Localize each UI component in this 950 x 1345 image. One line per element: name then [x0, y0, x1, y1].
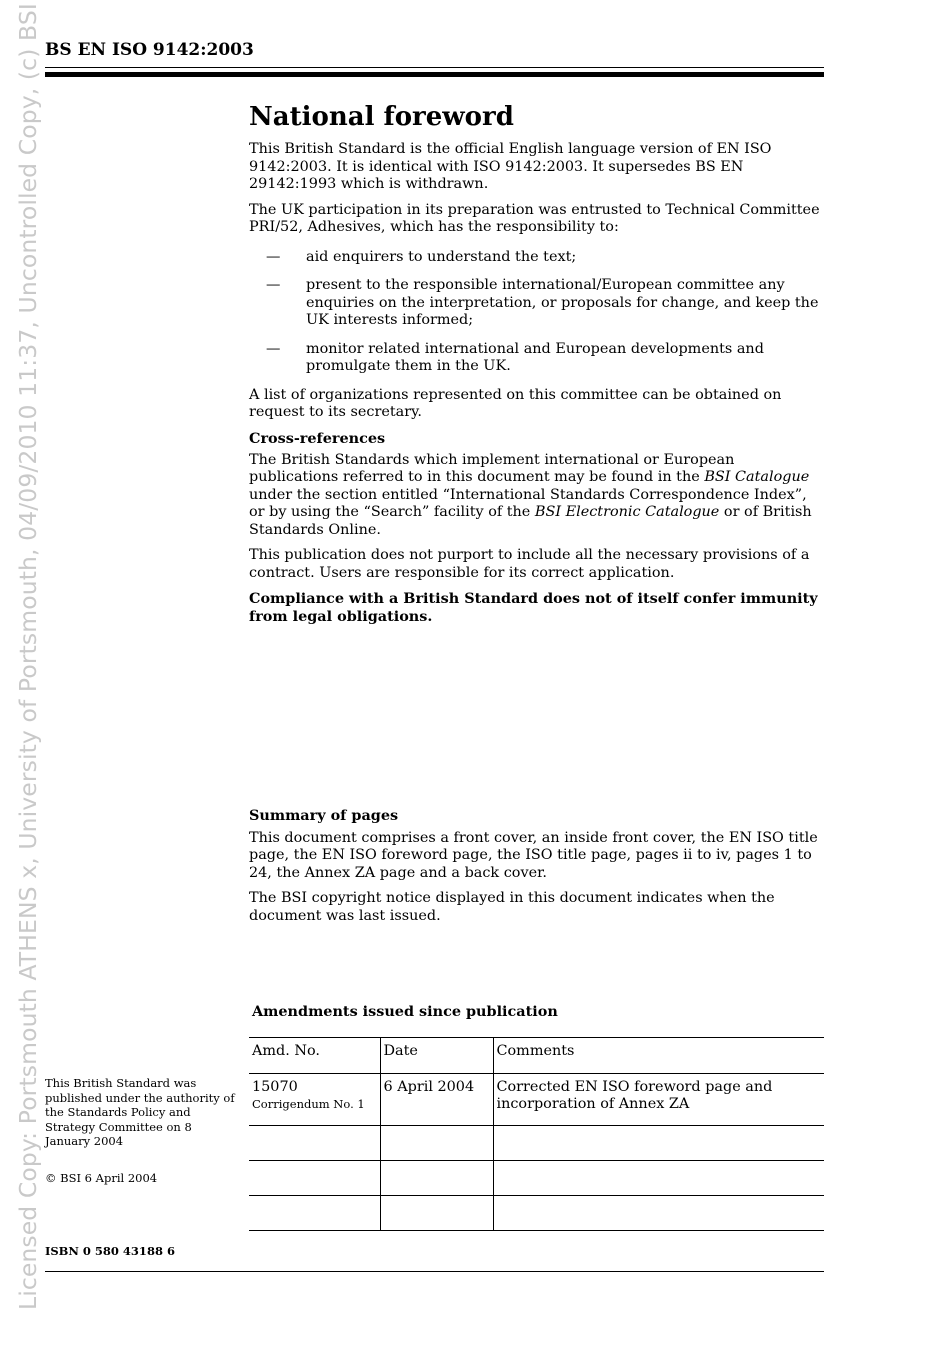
column-header-amd-no: Amd. No.	[252, 1043, 320, 1059]
contract-note: This publication does not purport to include all the necessary provisions of a contract. Users are responsible for its correct application.	[249, 547, 810, 581]
dash-bullet: —	[266, 277, 281, 293]
license-watermark: Licensed Copy: Portsmouth ATHENS x, University of Portsmouth, 04/09/2010 11:37, Uncontrolled Copy, (c) BSI	[14, 3, 42, 1310]
responsibility-list	[249, 249, 825, 376]
page-title: National foreword	[249, 102, 514, 132]
table-row	[249, 1126, 824, 1161]
summary-pages-paragraph: This document comprises a front cover, an inside front cover, the EN ISO title page, the EN ISO foreword page, the ISO title page, pages ii to iv, pages 1 to 24, the Annex ZA page and a back cover.	[249, 829, 818, 881]
table-row	[249, 1074, 824, 1126]
date-cell: 6 April 2004	[380, 1074, 493, 1126]
list-item: — present to the responsible international/European committee any enquiries on the interpretation, or proposals for change, and keep the UK interests informed;	[266, 277, 819, 328]
summary-of-pages	[249, 807, 825, 933]
dash-bullet: —	[266, 340, 281, 357]
list-item: — aid enquirers to understand the text;	[266, 248, 577, 265]
compliance-statement: Compliance with a British Standard does not of itself confer immunity from legal obligations.	[249, 590, 818, 625]
header-rule-thin	[45, 67, 824, 68]
crossref-heading: Cross-references	[249, 429, 386, 447]
column-header-comments: Comments	[493, 1038, 824, 1074]
bsi-electronic-catalogue-title: BSI Electronic Catalogue	[534, 504, 720, 520]
corrigendum-label: Corrigendum No. 1	[252, 1097, 365, 1111]
amendments-table	[249, 1037, 824, 1231]
table-row	[249, 1161, 824, 1196]
list-item: — monitor related international and European developments and promulgate them in the UK.	[266, 340, 764, 374]
amd-no-cell: 15070 Corrigendum No. 1	[249, 1074, 380, 1126]
standard-number: BS EN ISO 9142:2003	[45, 40, 254, 60]
crossref-paragraph: The British Standards which implement international or European publications referred to in this document may be found in the BSI Catalogue under the section entitled “International Standards Correspondence Index”, or by using the “Search” facility of the BSI Electronic Catalogue or of British Standards Online.	[249, 451, 812, 538]
table-header-row	[249, 1038, 824, 1074]
copyright-line: © BSI 6 April 2004	[45, 1170, 158, 1185]
footer-rule	[45, 1271, 824, 1272]
publication-note	[45, 1076, 235, 1207]
table-row	[249, 1196, 824, 1231]
dash-bullet: —	[266, 248, 281, 265]
column-header-date: Date	[380, 1038, 493, 1074]
bsi-catalogue-title: BSI Catalogue	[704, 469, 810, 485]
amendments-title: Amendments issued since publication	[252, 1003, 558, 1020]
summary-heading: Summary of pages	[249, 807, 399, 824]
participation-paragraph: The UK participation in its preparation was entrusted to Technical Committee PRI/52, Adhesives, which has the responsibility to:	[249, 201, 820, 235]
authority-statement: This British Standard was published under the authority of the Standards Policy and Strategy Committee on 8 January 2004	[45, 1076, 235, 1148]
comments-cell: Corrected EN ISO foreword page and incorporation of Annex ZA	[493, 1074, 824, 1126]
header-rule-thick	[45, 72, 824, 77]
isbn: ISBN 0 580 43188 6	[45, 1244, 175, 1258]
copyright-notice-paragraph: The BSI copyright notice displayed in this document indicates when the document was last issued.	[249, 890, 775, 924]
committee-list-note: A list of organizations represented on this committee can be obtained on request to its secretary.	[249, 386, 782, 420]
intro-paragraph: This British Standard is the official English language version of EN ISO 9142:2003. It is identical with ISO 9142:2003. It supersedes BS EN 29142:1993 which is withdrawn.	[249, 141, 772, 192]
national-foreword	[249, 100, 825, 633]
